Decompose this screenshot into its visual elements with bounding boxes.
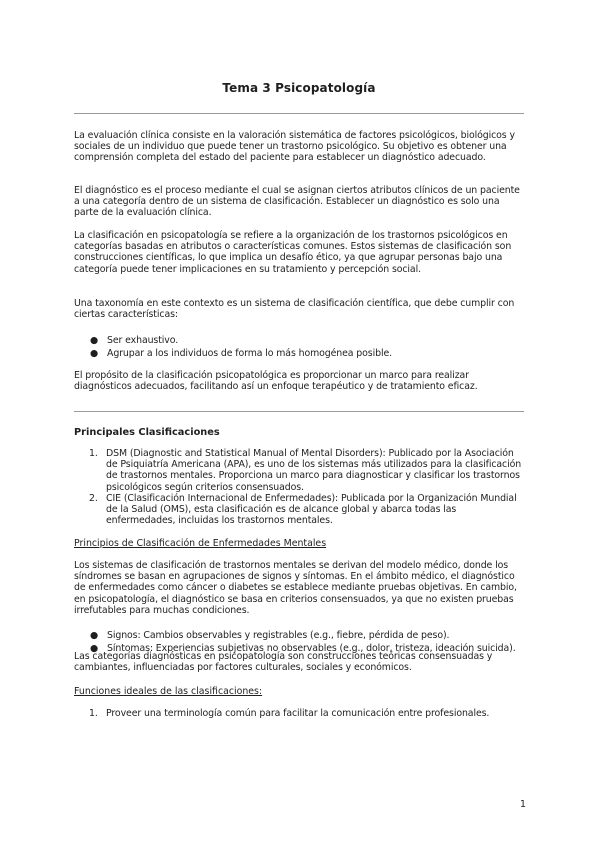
divider: [74, 411, 524, 412]
paragraph-categorias: Las categorías diagnósticas en psicopatología son construcciones teóricas consensuadas y cambiantes, influenciadas por factores culturales, sociales y económicos.: [74, 651, 493, 674]
list-item: ● Signos: Cambios observables y registrables (e.g., fiebre, pérdida de peso).: [90, 630, 450, 641]
bullet-icon: ●: [90, 630, 99, 641]
paragraph-taxonomia: Una taxonomía en este contexto es un sistema de clasificación científica, que debe cumplir con ciertas características:: [74, 298, 515, 321]
divider: [74, 113, 524, 114]
list-item-terminologia: 1. Proveer una terminología común para facilitar la comunicación entre profesionales.: [89, 708, 490, 719]
heading-funciones: Funciones ideales de las clasificaciones:: [74, 686, 263, 697]
paragraph-evaluacion: La evaluación clínica consiste en la valoración sistemática de factores psicológicos, biológicos y sociales de un individuo que puede tener un trastorno psicológico. Su objetivo es obtener una comprensión completa del estado del paciente para establecer un diagnóstico adecuado.: [74, 130, 515, 164]
paragraph-diagnostico: El diagnóstico es el proceso mediante el cual se asignan ciertos atributos clínicos de un paciente a una categoría dentro de un sistema de clasificación. Establecer un diagnóstico es solo una parte de la evaluación clínica.: [74, 185, 520, 219]
funciones-list: [74, 708, 524, 719]
page-number: 1: [520, 799, 526, 810]
list-item-cie: 2. CIE (Clasificación Internacional de Enfermedades): Publicada por la Organización Mundial de la Salud (OMS), esta clasificación es de alcance global y abarca todas las enfermedades, incluidas los trastornos mentales.: [89, 492, 517, 527]
paragraph-principios: Los sistemas de clasificación de trastornos mentales se derivan del modelo médico, donde los síndromes se basan en agrupaciones de signos y síntomas. En el ámbito médico, el diagnóstico de enfermedades como cáncer o diabetes se establece mediante pruebas objetivas. En cambio, en psicopatología, el diagnóstico se basa en criterios consensuados, ya que no existen pruebas irrefutables para muchas condiciones.: [74, 560, 517, 616]
bullet-icon: ●: [90, 643, 99, 655]
list-item: ● Ser exhaustivo.: [90, 335, 179, 346]
bullet-icon: ●: [90, 335, 99, 346]
list-item-dsm: 1. DSM (Diagnostic and Statistical Manual of Mental Disorders): Publicado por la Asociación de Psiquiatría Americana (APA), es uno de los sistemas más utilizados para la clasificación de trastornos mentales. Proporciona un marco para diagnosticar y clasificar los trastornos psicológicos según criterios consensuados.: [89, 448, 522, 493]
paragraph-clasificacion: La clasificación en psicopatología se refiere a la organización de los trastornos psicológicos en categorías basadas en atributos o características comunes. Estos sistemas de clasificación son construcciones científicas, lo que implica un desafío ético, ya que agrupar personas bajo una categoría puede tener implicaciones en su tratamiento y percepción social.: [74, 230, 512, 275]
bullet-icon: ●: [90, 348, 99, 360]
paragraph-proposito: El propósito de la clasificación psicopatológica es proporcionar un marco para realizar diagnósticos adecuados, facilitando así un enfoque terapéutico y de tratamiento eficaz.: [74, 370, 478, 393]
list-item: ● Agrupar a los individuos de forma lo más homogénea posible.: [90, 348, 392, 360]
principales-list: [74, 448, 524, 526]
heading-principios: Principios de Clasificación de Enfermedades Mentales: [74, 538, 327, 549]
taxonomia-list: [74, 335, 524, 361]
heading-principales: Principales Clasificaciones: [74, 427, 220, 438]
list-item: ● Síntomas: Experiencias subjetivas no observables (e.g., dolor, tristeza, ideación suicida).: [90, 643, 516, 655]
document-title: Tema 3 Psicopatología: [222, 81, 376, 95]
